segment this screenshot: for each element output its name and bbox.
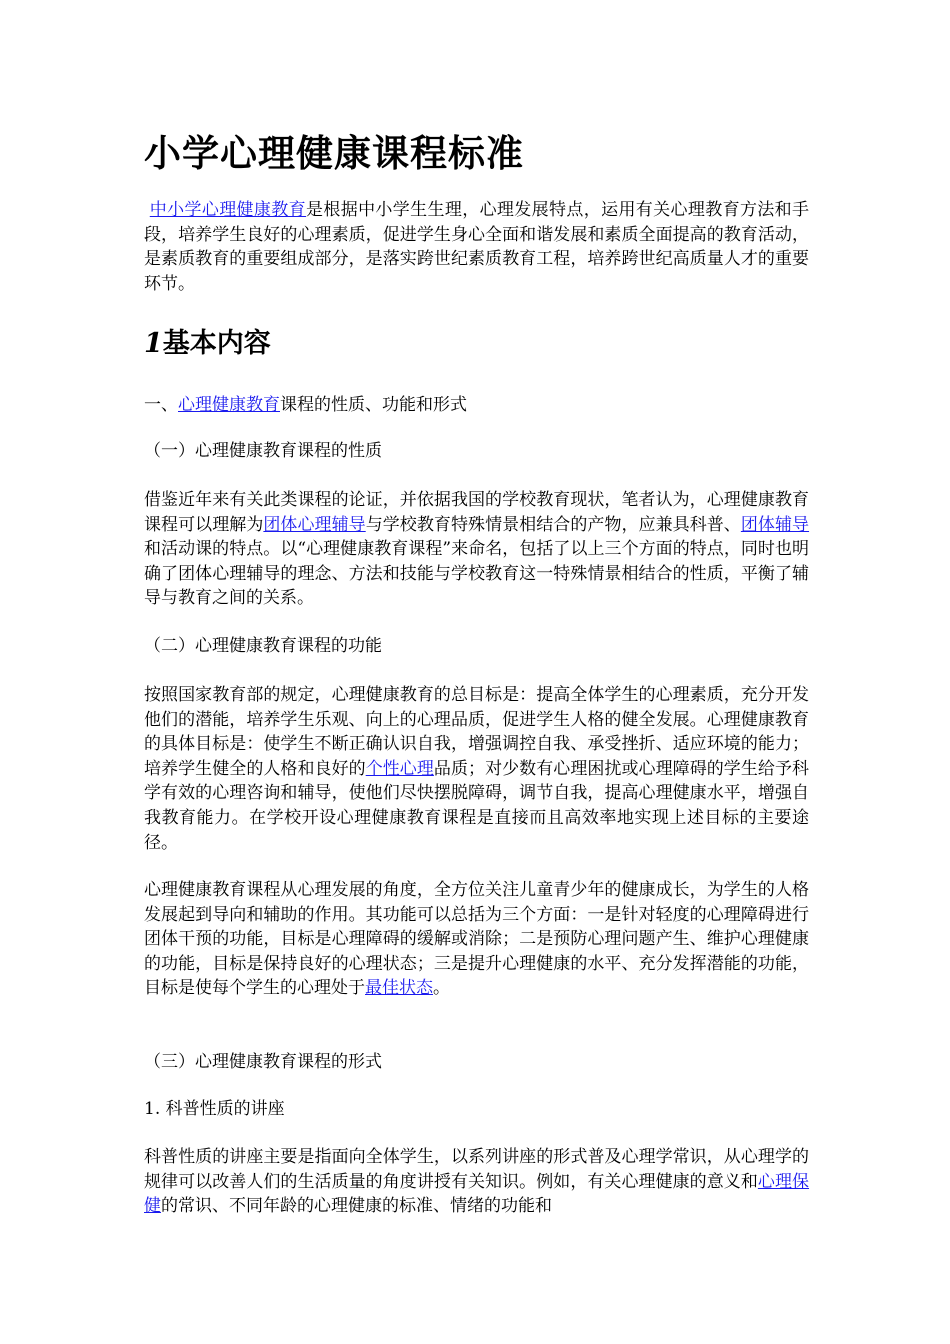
sub1-link-1[interactable]: 团体心理辅导	[263, 514, 366, 535]
sub1-link-2[interactable]: 团体辅导	[740, 514, 810, 535]
sub2-p2-text-a: 心理健康教育课程从心理发展的角度，全方位关注儿童青少年的健康成长，为学生的人格发展起到导向和辅助的作用。其功能可以总括为三个方面：一是针对轻度的心理障碍进行团体干预的功能，目标是心理障碍的缓解或消除；二是预防心理问题产生、维护心理健康的功能，目标是保持良好的心理状态；三是提升心理健康的水平、充分发挥潜能的功能，目标是使每个学生的心理处于	[144, 880, 809, 999]
sub1-text-3: 和活动课的特点。以“心理健康教育课程”来命名，包括了以上三个方面的特点，同时也明确了团体心理辅导的理念、方法和技能与学校教育这一特殊情景相结合的性质，平衡了辅导与教育之间的关系。	[144, 539, 809, 609]
sub2-p1-link[interactable]: 个性心理	[365, 758, 434, 779]
section-number: 1	[144, 328, 163, 359]
sub3-paragraph	[144, 1145, 809, 1219]
sub2-p2-link[interactable]: 最佳状态	[365, 978, 433, 999]
sub2-heading: （二）心理健康教育课程的功能	[144, 636, 382, 656]
section-heading	[144, 322, 271, 366]
sub2-paragraph-1	[144, 683, 809, 855]
sub3-item-1: 1. 科普性质的讲座	[144, 1099, 285, 1119]
part-heading	[144, 393, 467, 417]
sub1-paragraph	[144, 488, 809, 611]
sub2-p2-text-b: 。	[433, 978, 450, 999]
intro-link[interactable]: 中小学心理健康教育	[149, 200, 306, 220]
sub1-text-2: 与学校教育特殊情景相结合的产物，应兼具科普、	[365, 514, 741, 535]
sub3-text-a: 科普性质的讲座主要是指面向全体学生，以系列讲座的形式普及心理学常识，从心理学的规律可以改善人们的生活质量的角度讲授有关知识。例如，有关心理健康的意义和	[144, 1147, 809, 1192]
sub3-heading: （三）心理健康教育课程的形式	[144, 1052, 382, 1072]
sub1-text-1: 借鉴近年来有关此类课程的论证，并依据我国的学校教育现状，笔者认为，心理健康教育课程可以理解为	[144, 490, 809, 535]
sub3-text-b: 的常识、不同年龄的心理健康的标准、情绪的功能和	[161, 1196, 552, 1217]
sub2-paragraph-2	[144, 878, 809, 1001]
intro-text: 是根据中小学生生理，心理发展特点，运用有关心理教育方法和手段，培养学生良好的心理素质，促进学生身心全面和谐发展和素质全面提高的教育活动，是素质教育的重要组成部分，是落实跨世纪素质教育工程，培养跨世纪高质量人才的重要环节。	[144, 200, 810, 294]
sub1-heading: （一）心理健康教育课程的性质	[144, 441, 382, 461]
sub3-link[interactable]: 心理保健	[144, 1171, 810, 1217]
sub2-p1-text-b: 品质；对少数有心理困扰或心理障碍的学生给予科学有效的心理咨询和辅导，使他们尽快摆脱障碍，调节自我，提高心理健康水平，增强自我教育能力。在学校开设心理健康教育课程是直接而且高效率地实现上述目标的主要途径。	[144, 758, 810, 853]
part-suffix: 课程的性质、功能和形式	[280, 395, 467, 415]
part-link[interactable]: 心理健康教育	[178, 395, 280, 415]
sub2-p1-text-a: 按照国家教育部的规定，心理健康教育的总目标是：提高全体学生的心理素质，充分开发他们的潜能，培养学生乐观、向上的心理品质，促进学生人格的健全发展。心理健康教育的具体目标是：使学生不断正确认识自我，增强调控自我、承受挫折、适应环境的能力；培养学生健全的人格和良好的	[144, 685, 809, 779]
page-title: 小学心理健康课程标准	[144, 131, 524, 175]
intro-paragraph	[144, 198, 809, 296]
part-prefix: 一、	[144, 395, 178, 415]
section-title: 基本内容	[162, 328, 271, 359]
